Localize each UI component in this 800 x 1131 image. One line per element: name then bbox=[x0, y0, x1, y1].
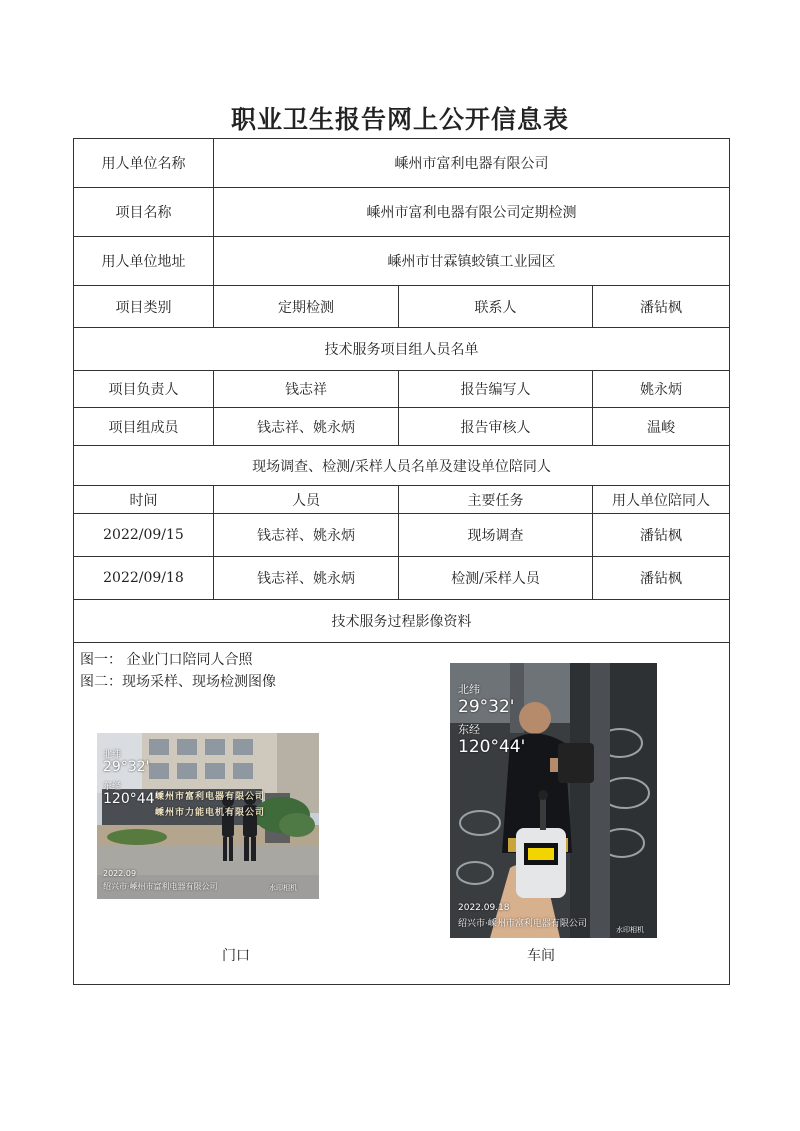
photo-note-2: 图二：现场采样、现场检测图像 bbox=[80, 674, 276, 690]
members-label: 项目组成员 bbox=[74, 408, 214, 446]
table-row bbox=[74, 328, 730, 371]
table-row bbox=[74, 446, 730, 486]
writer-label: 报告编写人 bbox=[399, 371, 593, 408]
workshop-caption: 车间 bbox=[527, 948, 555, 964]
gate-wm-brand: 水印相机 bbox=[269, 884, 297, 892]
address-label: 用人单位地址 bbox=[74, 237, 214, 286]
table-row bbox=[74, 486, 730, 514]
workshop-wm-brand: 水印相机 bbox=[616, 926, 644, 934]
address-value: 嵊州市甘霖镇蛟镇工业园区 bbox=[214, 237, 730, 286]
unit-name-label: 用人单位名称 bbox=[74, 139, 214, 188]
gate-caption: 门口 bbox=[222, 948, 250, 964]
visit-people: 钱志祥、姚永炳 bbox=[214, 557, 399, 600]
gate-photo bbox=[97, 733, 319, 899]
table-row bbox=[74, 237, 730, 286]
leader-value: 钱志祥 bbox=[214, 371, 399, 408]
table-row bbox=[74, 514, 730, 557]
contact-value: 潘钻枫 bbox=[593, 286, 730, 328]
visit-escort: 潘钻枫 bbox=[593, 557, 730, 600]
table-row bbox=[74, 643, 730, 985]
workshop-photo bbox=[450, 663, 657, 938]
category-label: 项目类别 bbox=[74, 286, 214, 328]
gate-wm-lat: 29°32' bbox=[103, 759, 150, 775]
workshop-wm-place: 绍兴市·嵊州市富利电器有限公司 bbox=[458, 919, 587, 929]
table-row bbox=[74, 188, 730, 237]
photos-cell bbox=[74, 643, 730, 985]
col-people-header: 人员 bbox=[214, 486, 399, 514]
unit-name-value: 嵊州市富利电器有限公司 bbox=[214, 139, 730, 188]
category-value: 定期检测 bbox=[214, 286, 399, 328]
table-row bbox=[74, 408, 730, 446]
contact-label: 联系人 bbox=[399, 286, 593, 328]
project-name-value: 嵊州市富利电器有限公司定期检测 bbox=[214, 188, 730, 237]
table-row bbox=[74, 557, 730, 600]
leader-label: 项目负责人 bbox=[74, 371, 214, 408]
page-title: 职业卫生报告网上公开信息表 bbox=[230, 105, 569, 134]
writer-value: 姚永炳 bbox=[593, 371, 730, 408]
table-row bbox=[74, 286, 730, 328]
reviewer-label: 报告审核人 bbox=[399, 408, 593, 446]
project-name-label: 项目名称 bbox=[74, 188, 214, 237]
table-row bbox=[74, 139, 730, 188]
images-heading: 技术服务过程影像资料 bbox=[74, 600, 730, 643]
workshop-wm-lat-label: 北纬 bbox=[458, 683, 480, 696]
gate-wm-lat-label: 北纬 bbox=[103, 750, 122, 760]
workshop-wm-lon-label: 东经 bbox=[458, 723, 480, 736]
table-row bbox=[74, 600, 730, 643]
info-table bbox=[73, 138, 730, 985]
col-task-header: 主要任务 bbox=[399, 486, 593, 514]
gate-wm-place: 绍兴市·嵊州市富利电器有限公司 bbox=[103, 882, 218, 891]
visit-date: 2022/09/15 bbox=[74, 514, 214, 557]
photo-note-1: 图一： 企业门口陪同人合照 bbox=[80, 652, 253, 668]
reviewer-value: 温峻 bbox=[593, 408, 730, 446]
visit-date: 2022/09/18 bbox=[74, 557, 214, 600]
col-escort-header: 用人单位陪同人 bbox=[593, 486, 730, 514]
photos-area bbox=[74, 643, 728, 983]
table-row bbox=[74, 371, 730, 408]
team-heading: 技术服务项目组人员名单 bbox=[74, 328, 730, 371]
gate-wm-lon: 120°44' bbox=[103, 791, 159, 807]
gate-sign-line-1: 嵊州市富利电器有限公司 bbox=[155, 792, 266, 802]
workshop-wm-lat: 29°32' bbox=[458, 697, 515, 717]
gate-wm-lon-label: 东经 bbox=[103, 782, 122, 792]
workshop-wm-lon: 120°44' bbox=[458, 737, 526, 757]
gate-sign-line-2: 嵊州市力能电机有限公司 bbox=[155, 808, 266, 818]
members-value: 钱志祥、姚永炳 bbox=[214, 408, 399, 446]
visit-escort: 潘钻枫 bbox=[593, 514, 730, 557]
workshop-wm-date: 2022.09.18 bbox=[458, 903, 510, 913]
visit-people: 钱志祥、姚永炳 bbox=[214, 514, 399, 557]
gate-wm-date: 2022.09 bbox=[103, 869, 137, 878]
visit-task: 现场调查 bbox=[399, 514, 593, 557]
survey-heading: 现场调查、检测/采样人员名单及建设单位陪同人 bbox=[74, 446, 730, 486]
col-time-header: 时间 bbox=[74, 486, 214, 514]
visit-task: 检测/采样人员 bbox=[399, 557, 593, 600]
